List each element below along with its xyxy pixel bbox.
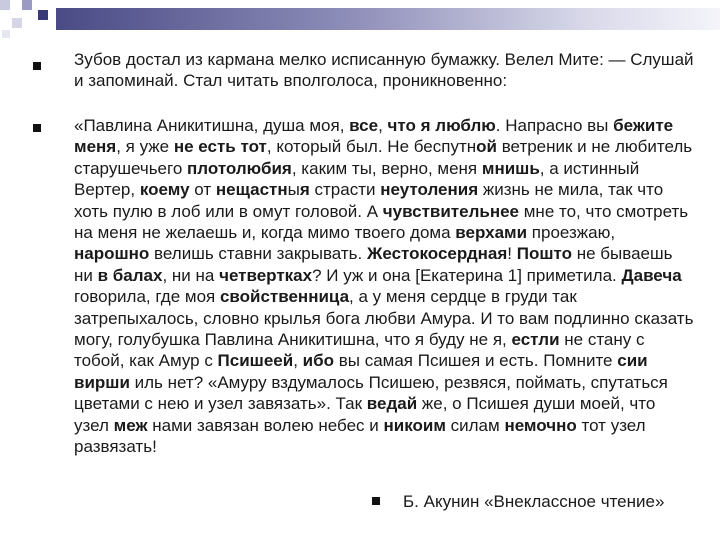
letter-emphasis-run: Псишеей	[217, 351, 294, 371]
letter-text-run: велишь ставни закрывать.	[149, 244, 367, 264]
letter-text-run: страсти	[309, 180, 381, 200]
letter-emphasis-run: ой	[476, 137, 497, 157]
letter-text-run: от	[189, 180, 216, 200]
letter-emphasis-run: что я люблю	[387, 116, 496, 135]
letter-text-run: , а у меня сердце в груди так затрепыхалось, словно крылья бога любви Амура. И то вам подлинно сказать могу, голубушка Павлина Аникитишна, что я буду не я,	[74, 287, 699, 350]
letter-emphasis-run: четвертках	[219, 265, 313, 285]
letter-emphasis-run: плотолюбия	[187, 158, 292, 178]
letter-text-run: ? И уж и она [Екатерина 1] приметила.	[312, 265, 622, 285]
letter-text-run: силам	[445, 415, 505, 435]
decor-square-icon	[0, 0, 10, 10]
letter-emphasis-run: неутоления	[380, 180, 479, 200]
letter-text-run: мне то, что смотреть на меня не желаешь и, когда мимо твоего дома	[74, 201, 693, 243]
paragraph-letter	[74, 115, 699, 458]
letter-emphasis-run: Давеча	[621, 265, 682, 285]
letter-emphasis-run: в балах	[97, 265, 163, 285]
slide-header-decoration	[0, 0, 720, 40]
letter-emphasis-run: сии вирши	[74, 351, 648, 392]
letter-text-run: , ни на	[162, 265, 220, 285]
letter-text-run: , каким ты, верно, меня	[291, 158, 482, 178]
letter-emphasis-run: чувствительнее	[382, 201, 520, 221]
letter-text-run: «Павлина Аникитишна, душа моя,	[74, 116, 350, 135]
letter-emphasis-run: нещастн	[215, 180, 288, 200]
letter-emphasis-run: ибо	[302, 351, 334, 371]
letter-emphasis-run: я	[299, 180, 310, 200]
decor-square-icon	[38, 10, 48, 20]
letter-emphasis-run: Жестокосердная	[366, 244, 508, 264]
letter-text-run: ы	[287, 180, 300, 200]
letter-emphasis-run: верхами	[455, 223, 528, 243]
letter-emphasis-run: Пошто	[516, 244, 572, 264]
letter-text-run: ,	[378, 116, 388, 135]
letter-text-run: не стану с тобой, как Амур с	[74, 330, 650, 371]
letter-emphasis-run: коему	[139, 180, 190, 200]
letter-text-run: жизнь не мила, так что хоть пулю в лоб или в омут головой. А	[74, 180, 668, 221]
letter-text-run: проезжаю,	[527, 223, 620, 243]
letter-text-run: не бываешь ни	[74, 244, 678, 285]
letter-text-run: , я уже	[116, 137, 174, 157]
letter-text-run: ,	[293, 351, 303, 371]
letter-text-run: говорила, где моя	[74, 265, 687, 307]
letter-text-run: !	[507, 244, 517, 264]
letter-text-run: нами завязан волею небес и	[147, 415, 384, 435]
letter-emphasis-run: мнишь	[481, 158, 540, 178]
letter-emphasis-run: бежите меня	[74, 116, 674, 157]
letter-text-run: тот узел развязать!	[74, 415, 651, 457]
paragraph-intro: Зубов достал из кармана мелко исписанную бумажку. Велел Мите: — Слушай и запоминай. Стал читать вполголоса, проникновенно:	[74, 50, 694, 91]
letter-emphasis-run: не есть тот	[173, 137, 267, 157]
letter-emphasis-run: все	[349, 116, 379, 135]
letter-text-run: , который был. Не беспутн	[266, 137, 477, 157]
letter-emphasis-run: нарошно	[74, 244, 150, 264]
letter-text-run: ветреник и не любитель старушечьего	[74, 137, 697, 178]
letter-text-run: . Напрасно вы	[495, 116, 614, 135]
letter-emphasis-run: немочно	[504, 415, 577, 435]
letter-emphasis-run: никоим	[383, 415, 446, 435]
letter-text-run: вы самая Псишея и есть. Помните	[334, 351, 618, 371]
letter-text-run: , а истинный Вертер,	[74, 158, 644, 200]
letter-emphasis-run: естли	[511, 330, 560, 350]
letter-emphasis-run: меж	[113, 415, 148, 435]
decor-square-icon	[22, 0, 32, 10]
header-gradient-bar	[56, 8, 720, 30]
author-credit: Б. Акунин «Внеклассное чтение»	[403, 492, 665, 511]
bullet-square-icon	[372, 497, 380, 505]
letter-emphasis-run: ведай	[366, 394, 418, 414]
decor-square-icon	[12, 18, 22, 28]
bullet-square-icon	[33, 124, 41, 132]
letter-text-run: иль нет? «Амуру вздумалось Псишею, резвяся, поймать, спутаться цветами с нею и узел завязать». Так	[74, 372, 673, 414]
decor-square-icon	[2, 30, 10, 38]
letter-text-run: же, о Псишея души моей, что узел	[74, 394, 661, 435]
bullet-square-icon	[33, 62, 41, 70]
letter-emphasis-run: свойственница	[219, 287, 350, 307]
